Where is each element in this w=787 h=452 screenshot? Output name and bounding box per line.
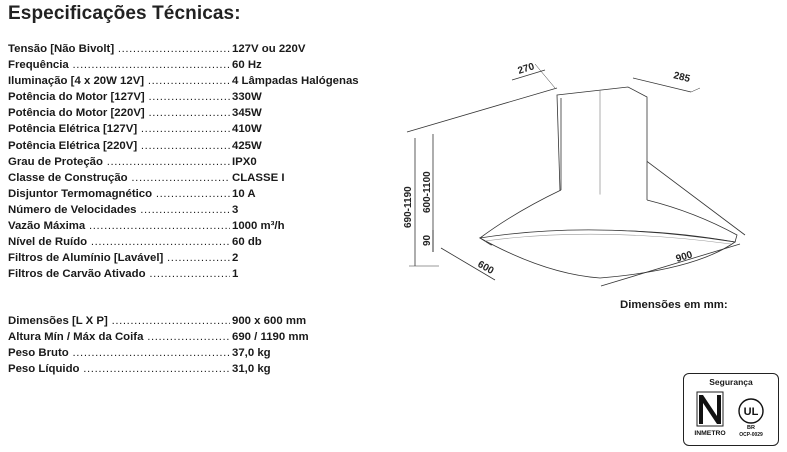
spec-value: 60 db <box>232 236 262 249</box>
spec-value: 1000 m³/h <box>232 220 285 233</box>
spec-label: Potência Elétrica [127V] ..... <box>8 121 230 137</box>
dim-ext-285 <box>691 88 700 92</box>
spec-value: CLASSE I <box>232 171 285 184</box>
spec-row <box>8 73 359 89</box>
spec-value: 127V ou 220V <box>232 43 306 55</box>
dimensions-table <box>8 313 309 377</box>
spec-row <box>8 121 359 137</box>
spec-label: Grau de Proteção ..... <box>8 154 230 170</box>
spec-value: 4 Lâmpadas Halógenas <box>232 75 359 88</box>
dimension-value: 31,0 kg <box>232 363 271 376</box>
spec-label: Tensão [Não Bivolt] ..... <box>8 41 230 57</box>
spec-row <box>8 138 359 154</box>
spec-label: Disjuntor Termomagnético ..... <box>8 186 230 202</box>
dim-label-270: 270 <box>516 61 536 77</box>
spec-value: 2 <box>232 252 239 265</box>
spec-value: 330W <box>232 91 262 104</box>
spec-row <box>8 89 359 105</box>
spec-value: IPX0 <box>232 155 257 168</box>
spec-row <box>8 186 359 202</box>
dimension-label: Dimensões [L X P] ..... <box>8 313 230 329</box>
br-label: BR <box>747 425 755 431</box>
dimension-row <box>8 345 309 361</box>
spec-row <box>8 250 359 266</box>
spec-label: Potência do Motor [220V] ..... <box>8 105 230 121</box>
spec-row <box>8 105 359 121</box>
dimension-value: 900 x 600 mm <box>232 315 307 327</box>
spec-value: 425W <box>232 139 262 152</box>
dimension-value: 37,0 kg <box>232 347 271 360</box>
spec-value: 10 A <box>232 187 256 200</box>
spec-row <box>8 170 359 186</box>
inmetro-label: INMETRO <box>694 430 726 437</box>
spec-row <box>8 202 359 218</box>
spec-value: 345W <box>232 107 262 120</box>
ul-label: UL <box>743 406 759 418</box>
spec-label: Frequência ..... <box>8 57 230 73</box>
dim-label-690-1190: 690-1190 <box>403 186 414 228</box>
spec-row <box>8 41 359 57</box>
spec-row <box>8 266 359 282</box>
specs-table <box>8 41 359 282</box>
spec-label: Iluminação [4 x 20W 12V] ..... <box>8 73 230 89</box>
spec-row <box>8 57 359 73</box>
spec-label: Nível de Ruído ..... <box>8 234 230 250</box>
ul-logo-icon <box>739 399 763 438</box>
page-title: Especificações Técnicas: <box>8 3 241 24</box>
spec-row <box>8 234 359 250</box>
spec-label: Potência Elétrica [220V] ..... <box>8 138 230 154</box>
hood-technical-drawing <box>395 40 787 300</box>
spec-row <box>8 218 359 234</box>
spec-label: Número de Velocidades ..... <box>8 202 230 218</box>
dim-label-600-1100: 600-1100 <box>422 171 433 213</box>
inmetro-logo-icon <box>694 392 725 437</box>
dimension-label: Peso Bruto ..... <box>8 345 230 361</box>
dimension-row <box>8 313 309 329</box>
dimension-value: 690 / 1190 mm <box>232 331 309 344</box>
dimension-label: Altura Mín / Máx da Coifa ..... <box>8 329 230 345</box>
units-note: Dimensões em mm: <box>620 299 728 311</box>
spec-label: Classe de Construção ..... <box>8 170 230 186</box>
spec-label: Potência do Motor [127V] ..... <box>8 89 230 105</box>
dim-label-900: 900 <box>674 249 694 265</box>
spec-value: 60 Hz <box>232 59 262 72</box>
dimension-label: Peso Líquido ..... <box>8 361 230 377</box>
ocp-code: OCP-0029 <box>739 432 763 438</box>
spec-value: 1 <box>232 268 239 281</box>
dimension-row <box>8 329 309 345</box>
spec-label: Vazão Máxima ..... <box>8 218 230 234</box>
dim-label-600: 600 <box>475 259 496 277</box>
wall-top-line <box>407 88 557 132</box>
seal-graphics <box>684 374 780 447</box>
spec-value: 410W <box>232 123 262 136</box>
spec-row <box>8 154 359 170</box>
dim-label-285: 285 <box>672 70 692 85</box>
certification-seal <box>683 373 779 446</box>
dim-label-90: 90 <box>422 234 433 246</box>
spec-value: 3 <box>232 203 239 216</box>
dim-ext-270 <box>535 64 555 88</box>
dimension-row <box>8 361 309 377</box>
spec-label: Filtros de Carvão Ativado ..... <box>8 266 230 282</box>
seal-title: Segurança <box>709 377 753 387</box>
spec-label: Filtros de Alumínio [Lavável] ..... <box>8 250 230 266</box>
